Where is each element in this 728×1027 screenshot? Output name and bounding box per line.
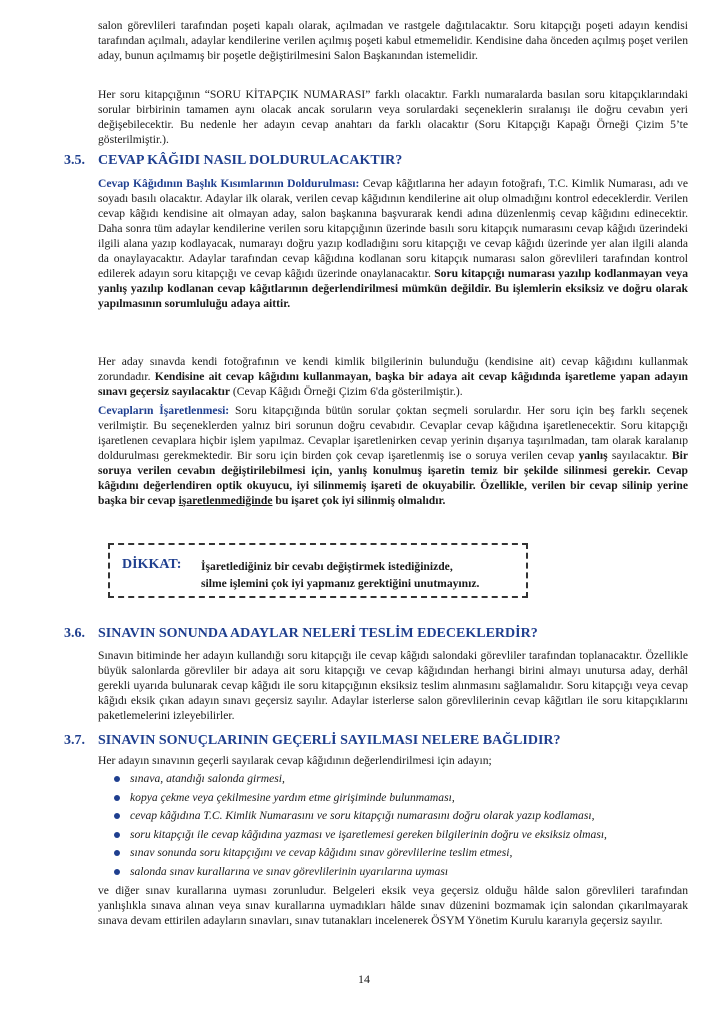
bullet-icon — [114, 795, 120, 801]
marking-answers-paragraph — [98, 403, 688, 508]
list-item: salonda sınav kurallarına ve sınav görevlilerinin uyarılarına uyması — [114, 863, 694, 882]
page-number: 14 — [358, 972, 370, 986]
section-number: 3.5. — [64, 153, 85, 168]
paragraph-bold: bu işaret çok iyi silinmiş olmalıdır. — [272, 494, 446, 507]
bullet-icon — [114, 850, 120, 856]
paragraph-bold: Kendisine ait cevap kâğıdını kullanmayan, başka bir adaya ait cevap kâğıdında işaretleme yapan adayın sınavı geçersiz sayılacaktır — [98, 370, 688, 398]
list-item: cevap kâğıdına T.C. Kimlik Numarasını ve soru kitapçığı numarasını doğru olarak yazıp kodlaması, — [114, 807, 694, 826]
paragraph-underlined: işaretlenmediğinde — [178, 494, 273, 507]
divider — [108, 543, 528, 545]
divider — [108, 596, 528, 598]
paragraph-text: sayılacaktır. — [607, 449, 672, 462]
own-answer-sheet-paragraph — [98, 354, 688, 399]
list-item: soru kitapçığı ile cevap kâğıdına yazması ve işaretlemesi gereken bilgilerinin doğru ve eksiksiz olması, — [114, 826, 694, 845]
section-title: SINAVIN SONUÇLARININ GEÇERLİ SAYILMASI NELERE BAĞLIDIR? — [98, 733, 561, 748]
paragraph-bold: Soru kitapçığı numarası yazılıp kodlanmayan veya yanlış yazılıp kodlanan cevap kâğıtlarının değerlendirilmesi mümkün değildir. Bu işlemlerin eksiksiz ve doğru olarak yapılmasının sorumluluğu adaya aittir. — [98, 267, 688, 310]
paragraph-lead: Cevapların İşaretlenmesi: — [98, 404, 230, 417]
attention-line-1: İşaretlediğiniz bir cevabı değiştirmek istediğinizde, — [201, 560, 453, 573]
section-3-7-intro: Her adayın sınavının geçerli sayılarak cevap kâğıdının değerlendirilmesi için adayın; — [98, 754, 492, 767]
divider — [108, 543, 110, 598]
section-3-7-heading — [64, 732, 704, 750]
bullet-icon — [114, 813, 120, 819]
section-3-6-paragraph: Sınavın bitiminde her adayın kullandığı soru kitapçığı ile cevap kâğıdı salondaki görevliler tarafından toplanacaktır. Özellikle büyük salonlarda görevliler bir adaya ait soru kitapçığı ve cevap kâğıdından herhangi birini almayı unutursa aday, derhâl gerekli uyarıda bulunarak cevap kâğıdı ile soru kitapçığının eksiksiz teslim alınmasını sağlamalıdır. Soru kitapçığı veya cevap kâğıdı eksik çıkan adayın sınavı geçersiz sayılır. Adaylar isterlerse salon görevlilerinin cevap kâğıtları ile soru kitapçıklarını paketlemelerini izleyebilirler. — [98, 649, 688, 722]
section-3-5-heading — [64, 152, 704, 170]
section-title: CEVAP KÂĞIDI NASIL DOLDURULACAKTIR? — [98, 153, 403, 168]
paragraph-text: Soru kitapçığında bütün sorular çoktan seçmeli sorulardır. Her soru için beş farklı seçenek verilmiştir. Bu seçeneklerden yalnız biri sorunun doğru cevabıdır. Cevaplar cevap kâğıdına işaretlenecektir. Soru kitapçığı işaretlenen cevaplara hiçbir işlem yapılmaz. Cevaplar işaretlenirken cevap yerinin dışarıya taşırılmadan, tam olarak karalanıp doldurulması gerekmektedir. Bir soru için birden çok cevap işaretlenmiş ise o soruya verilen cevap — [98, 404, 688, 462]
paragraph-text: Her aday sınavda kendi fotoğrafının ve kendi kimlik bilgilerinin bulunduğu (kendisine ait) cevap kâğıdını kullanmak zorundadır. — [98, 355, 688, 383]
intro-paragraph-1: salon görevlileri tarafından poşeti kapalı olarak, açılmadan ve rastgele dağıtılacaktır. Soru kitapçığı poşeti adayın kendisi tarafından açılmalı, adaylar kendilerine verilen açılmış poşeti kabul etmemelidir. Kendisine daha önceden açılmış poşet verilen aday, bunun açılmamış bir poşetle değiştirilmesini Salon Başkanından istemelidir. — [98, 19, 688, 62]
bullet-icon — [114, 869, 120, 875]
list-item: kopya çekme veya çekilmesine yardım etme girişiminde bulunmaması, — [114, 789, 694, 808]
divider — [526, 543, 528, 598]
paragraph-lead: Cevap Kâğıdının Başlık Kısımlarının Doldurulması: — [98, 177, 360, 190]
intro-paragraph-2: Her soru kitapçığının “SORU KİTAPÇIK NUMARASI” farklı olacaktır. Farklı numaralarda basılan soru kitapçıklarındaki sorular birbirinin tamamen aynı olacak ancak soruların veya sorulardaki seçeneklerin sıralanışı ile doğru cevabın yeri değişebilecektir. Bu nedenle her adayın cevap anahtarı da farklı olacaktır (Soru Kitapçığı Kapağı Örneği Çizim 5’te gösterilmiştir.). — [98, 88, 688, 146]
conditions-list — [114, 770, 694, 881]
bullet-icon — [114, 832, 120, 838]
paragraph-text: Cevap kâğıtlarına her adayın fotoğrafı, T.C. Kimlik Numarası, adı ve soyadı basılı olacaktır. Adaylar ilk olarak, verilen cevap kâğıdının kendilerine ait olup olmadığını kontrol edeceklerdir. Verilen cevap kâğıdı kendisine ait olmayan aday, salon başkanına başvurarak kendi adına düzenlenmiş cevap kâğıdını edinecektir. Daha sonra tüm adaylar kendilerine verilen soru kitapçığının üzerinde basılı soru kitapçık numarasını cevap kâğıdı üzerindeki ilgili alana yazıp kodlayacak, numarayı doğru yazıp kodladığını soru kitapçığı ve cevap kâğıdı üzerinde yer alan ilgili alanda da onaylayacaktır. Adaylar tarafından cevap kâğıdına kodlanan soru kitapçık numarası salon görevlileri tarafından kontrol edilerek adayın soru kitapçığı ve cevap kâğıdı üzerinde onaylanacaktır. — [98, 177, 688, 280]
list-item: sınav sonunda soru kitapçığını ve cevap kâğıdını sınav görevlilerine teslim etmesi, — [114, 844, 694, 863]
list-item: sınava, atandığı salonda girmesi, — [114, 770, 694, 789]
section-title: SINAVIN SONUNDA ADAYLAR NELERİ TESLİM EDECEKLERDİR? — [98, 626, 538, 641]
paragraph-bold: Bir soruya verilen cevabın değiştirilebilmesi için, yanlış konulmuş işaretin temiz bir şekilde silinmesi gerekir. Cevap kâğıdını değerlendiren optik okuyucu, iyi silinmemiş işareti de okuyabilir. Özellikle, verilen bir cevap silinip yerine başka bir cevap — [98, 449, 688, 507]
section-number: 3.6. — [64, 626, 85, 641]
paragraph-tail: (Cevap Kâğıdı Örneği Çizim 6'da gösterilmiştir.). — [230, 385, 463, 398]
attention-label: DİKKAT: — [122, 557, 182, 572]
section-3-6-heading — [64, 625, 704, 643]
bullet-icon — [114, 776, 120, 782]
paragraph-bold: yanlış — [578, 449, 608, 462]
section-number: 3.7. — [64, 733, 85, 748]
attention-note-box — [108, 543, 528, 598]
answer-sheet-header-paragraph — [98, 176, 688, 311]
section-3-7-outro: ve diğer sınav kurallarına uyması zorunludur. Belgeleri eksik veya geçersiz olduğu hâlde salon görevlileri tarafından yanlışlıkla sınava alınan veya sınav kurallarına uymadıkları hâlde sınav düzenini bozmamak için salondan çıkarılmayarak sınava devam ettirilen adayların sınavları, sınav tutanakları incelenerek ÖSYM Yönetim Kurulu kararıyla geçersiz sayılır. — [98, 884, 688, 927]
attention-line-2: silme işlemini çok iyi yapmanız gerektiğini unutmayınız. — [201, 577, 480, 590]
